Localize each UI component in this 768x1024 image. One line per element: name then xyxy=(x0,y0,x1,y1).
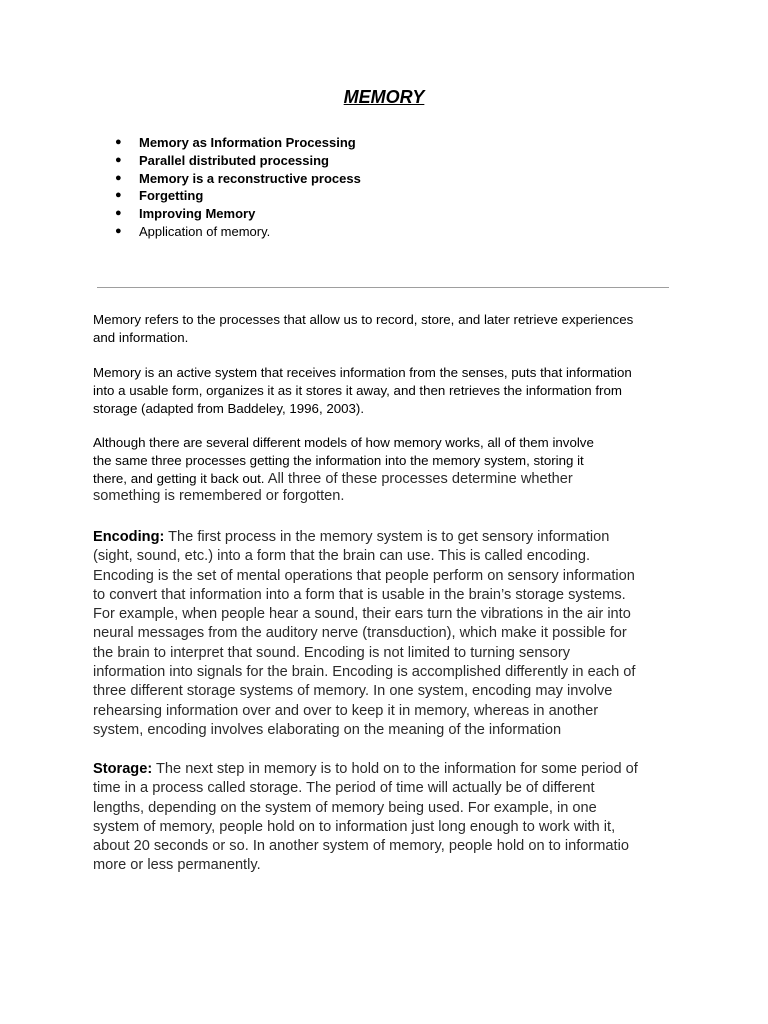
paragraph-line: Memory refers to the processes that allow us to record, store, and later retrieve experiences xyxy=(93,312,634,327)
topic-text: Memory is a reconstructive process xyxy=(139,170,361,186)
paragraph-line: three different storage systems of memory. In one system, encoding may involve xyxy=(93,683,613,700)
paragraph-line: something is remembered or forgotten. xyxy=(93,488,345,505)
paragraph-line: information into signals for the brain. Encoding is accomplished differently in each of xyxy=(93,664,636,681)
bullet-icon: ● xyxy=(115,189,122,202)
bullet-icon: ● xyxy=(115,153,122,166)
topic-text: Memory as Information Processing xyxy=(139,135,356,150)
paragraph-line: neural messages from the auditory nerve (transduction), which make it possible for xyxy=(93,625,627,642)
paragraph-line: Memory is an active system that receives information from the senses, puts that information xyxy=(93,365,632,380)
line-segment: The next step in memory is to hold on to the information for some period of xyxy=(152,761,638,777)
paragraph-line: time in a process called storage. The period of time will actually be of different xyxy=(93,780,595,797)
bullet-icon: ● xyxy=(115,171,122,184)
line-segment: there, and getting it back out. xyxy=(93,470,265,486)
storage-label: Storage: xyxy=(93,761,153,777)
list-item xyxy=(93,134,653,152)
line-segment: All three of these processes determine whether xyxy=(264,470,573,487)
paragraph-line: Encoding is the set of mental operations that people perform on sensory information xyxy=(93,567,635,584)
line-segment: The first process in the memory system is to get sensory information xyxy=(164,529,610,545)
paragraph-line: more or less permanently. xyxy=(93,857,261,874)
models-paragraph xyxy=(93,434,678,506)
page-title: MEMORY xyxy=(343,87,425,107)
paragraph-line xyxy=(93,760,678,779)
paragraph-line xyxy=(93,470,678,489)
paragraph-line: into a usable form, organizes it as it stores it away, and then retrieves the information from xyxy=(93,382,622,398)
paragraph-line: the brain to interpret that sound. Encoding is not limited to turning sensory xyxy=(93,644,571,661)
paragraph-line: storage (adapted from Baddeley, 1996, 2003). xyxy=(93,400,365,416)
paragraph-line: (sight, sound, etc.) into a form that the brain can use. This is called encoding. xyxy=(93,548,590,565)
paragraph-line: system of memory, people hold on to information just long enough to work with it, xyxy=(93,818,616,835)
paragraph-line: to convert that information into a form that is usable in the brain’s storage systems. xyxy=(93,586,626,603)
list-item xyxy=(93,187,653,205)
definition-paragraph xyxy=(93,311,678,347)
encoding-paragraph xyxy=(93,528,678,740)
list-item xyxy=(93,170,653,188)
topic-text: Forgetting xyxy=(139,188,204,204)
topic-text: Application of memory. xyxy=(139,223,271,239)
paragraph-line: the same three processes getting the information into the memory system, storing it xyxy=(93,452,584,468)
paragraph-line: and information. xyxy=(93,329,189,345)
bullet-icon: ● xyxy=(115,207,122,220)
paragraph-line: system, encoding involves elaborating on the meaning of the information xyxy=(93,721,562,738)
storage-paragraph xyxy=(93,760,678,876)
list-item xyxy=(93,205,653,223)
encoding-label: Encoding: xyxy=(93,529,165,545)
active-system-paragraph xyxy=(93,364,678,417)
topic-text: Parallel distributed processing xyxy=(139,152,329,168)
list-item xyxy=(93,152,653,170)
paragraph-line: about 20 seconds or so. In another system of memory, people hold on to informatio xyxy=(93,838,629,855)
paragraph-line xyxy=(93,528,678,547)
paragraph-line: For example, when people hear a sound, their ears turn the vibrations in the air into xyxy=(93,606,631,623)
topic-list xyxy=(93,134,653,241)
paragraph-line: lengths, depending on the system of memory being used. For example, in one xyxy=(93,799,597,816)
horizontal-divider xyxy=(97,287,669,288)
topic-text: Improving Memory xyxy=(139,206,256,222)
paragraph-line: rehearsing information over and over to keep it in memory, whereas in another xyxy=(93,702,599,719)
list-item xyxy=(93,223,653,241)
bullet-icon: ● xyxy=(115,136,122,148)
bullet-icon: ● xyxy=(115,224,122,237)
paragraph-line: Although there are several different models of how memory works, all of them involve xyxy=(93,435,594,450)
